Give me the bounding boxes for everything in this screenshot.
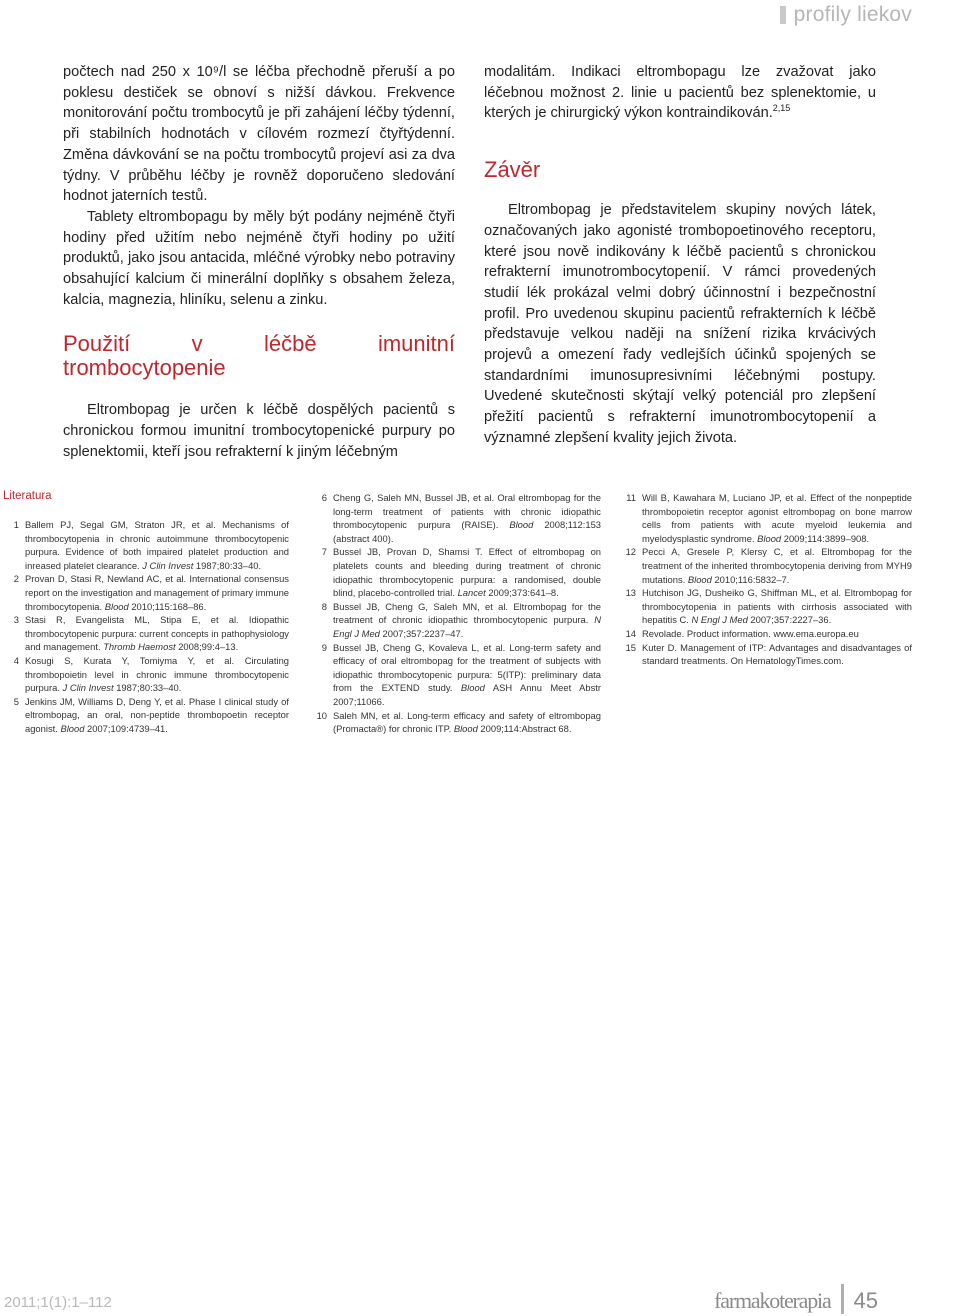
section-title: profily liekov xyxy=(793,3,912,26)
reference-text xyxy=(642,627,912,641)
reference-journal: Lancet xyxy=(457,587,486,599)
reference-details: 1987;80:33–40. xyxy=(193,559,262,571)
right-column xyxy=(484,62,876,449)
reference-details: 2008;112:153 (abstract 400). xyxy=(333,519,601,544)
reference-text xyxy=(25,695,289,736)
reference-body: Kosugi S, Kurata Y, Tomiyma Y, et al. Circulating thrombopoietin level in chronic immune thrombocytopenic purpura. xyxy=(25,654,289,694)
reference-details: 2007;357:2227–36. xyxy=(747,614,832,626)
reference-body: Will B, Kawahara M, Luciano JP, et al. Effect of the nonpeptide thrombopoietin receptor agonist eltrombopag on bone marrow cells from patients with acute myeloid leukemia and myelodysplastic syndrome. xyxy=(642,492,912,544)
reference-journal: J Clin Invest xyxy=(142,559,194,571)
reference-text xyxy=(25,613,289,654)
reference-details: 2009;373:641–8. xyxy=(485,587,559,599)
reference-item xyxy=(313,545,601,599)
reference-body: Ballem PJ, Segal GM, Straton JR, et al. Mechanisms of thrombocytopenia in chronic autoimmune thrombocytopenic purpura. Evidence of both impaired platelet production and inreased platelet clearance. xyxy=(25,519,289,571)
reference-body: Bussel JB, Cheng G, Saleh MN, et al. Eltrombopag for the treatment of chronic idiopathic thrombocytopenic purpura. xyxy=(333,600,601,626)
section-heading: Závěr xyxy=(484,157,541,183)
reference-journal: Thromb Haemost xyxy=(103,641,176,653)
reference-number: 3 xyxy=(13,614,19,626)
reference-details: ASH Annu Meet Abstr 2007;11066. xyxy=(333,682,602,707)
reference-number: 15 xyxy=(625,641,636,653)
reference-text xyxy=(25,654,289,695)
reference-text xyxy=(642,641,912,668)
reference-number: 4 xyxy=(13,654,19,666)
references-column-1 xyxy=(5,518,289,736)
reference-details: 2008;99:4–13. xyxy=(175,641,239,653)
reference-journal: N Engl J Med xyxy=(691,614,748,626)
reference-text xyxy=(333,641,601,709)
reference-number: 8 xyxy=(321,600,327,612)
reference-text xyxy=(642,545,912,586)
reference-number: 13 xyxy=(625,587,636,599)
paragraph xyxy=(484,62,876,124)
header-bar-mark xyxy=(780,6,786,24)
page-header xyxy=(780,0,912,30)
reference-journal: Blood xyxy=(757,532,782,544)
reference-details: 1987;80:33–40. xyxy=(113,682,182,694)
reference-number: 11 xyxy=(626,492,636,503)
reference-body: Bussel JB, Provan D, Shamsi T. Effect of eltrombopag on platelets counts and bleeding during treatment of chronic idiopathic thrombocytopenic purpura: a randomised, double blind, placebo-controlled trial. xyxy=(333,546,601,599)
reference-details: 2009;114:3899–908. xyxy=(781,532,870,544)
reference-item xyxy=(313,491,601,545)
reference-details: 2007;357:2237–47. xyxy=(379,627,464,639)
paragraph: Tablety eltrombopagu by měly být podány nejméně čtyři hodiny před užitím nebo nejméně čtyři hodiny po užití produktů, jako jsou antacida, mléčné výrobky nebo potraviny obsahující kalcium či minerální doplňky s obsahem železa, kalcia, magnezia, hliníku, selenu a zinku. xyxy=(63,208,455,308)
reference-text xyxy=(333,491,601,545)
reference-number: 14 xyxy=(625,627,636,639)
reference-body: Revolade. Product information. www.ema.europa.eu xyxy=(642,627,859,639)
reference-text xyxy=(25,518,289,572)
reference-details: 2009;114:Abstract 68. xyxy=(477,723,572,735)
footer-divider xyxy=(841,1284,844,1314)
reference-item xyxy=(622,641,912,668)
reference-item xyxy=(5,613,289,654)
reference-body: Kuter D. Management of ITP: Advantages and disadvantages of standard treatments. On HematologyTimes.com. xyxy=(642,641,912,667)
reference-item xyxy=(313,641,601,709)
reference-item xyxy=(313,709,601,736)
reference-item xyxy=(622,627,912,641)
reference-number: 9 xyxy=(321,641,327,653)
reference-text xyxy=(25,572,289,613)
section-heading: Použití v léčbě imunitní trombocytopenie xyxy=(63,331,455,381)
reference-text xyxy=(333,709,601,736)
reference-text xyxy=(333,600,601,641)
reference-number: 2 xyxy=(13,573,19,585)
reference-journal: Blood xyxy=(460,682,485,694)
reference-item xyxy=(5,654,289,695)
reference-body: Pecci A, Gresele P, Klersy C, et al. Eltrombopag for the treatment of the inherited thrombocytopenia deriving from MYH9 mutations. xyxy=(642,546,912,585)
reference-number: 12 xyxy=(625,546,636,558)
paragraph-text: modalitám. Indikaci eltrombopagu lze zvažovat jako léčebnou možnost 2. linie u pacientů bez splenektomie, u kterých je chirurgický výkon kontraindikován. xyxy=(484,64,876,122)
page-number: 45 xyxy=(853,1288,878,1313)
left-column xyxy=(63,62,455,463)
reference-journal: Blood xyxy=(104,600,129,612)
reference-journal: Blood xyxy=(509,519,534,531)
paragraph: Eltrombopag je představitelem skupiny nových látek, označovaných jako agonisté trombopoetinového receptoru, které jsou nově indikovány k léčbě pacientů s chronickou refrakterní imunotrombocytopenií. V rámci provedených studií lék prokázal velmi dobrý účinnostní i bezpečnostní profil. Pro uvedenou skupinu pacientů refrakterních k léčbě představuje velkou naději na snížení rizika krvácivých projevů a omezení řady vedlejších účinků spojených se standardními imunosupresivními léčebnými postupy. Uvedené skutečnosti skýtají velký potenciál pro zlepšení přežití pacientů s refrakterní imunotrombocytopenií a významné zlepšení kvality jejich života. xyxy=(484,202,876,446)
reference-body: Provan D, Stasi R, Newland AC, et al. International consensus report on the investigation and management of primary immune thrombocytopenia. xyxy=(25,573,289,612)
reference-number: 10 xyxy=(316,709,327,721)
citation-superscript: 2,15 xyxy=(772,103,791,114)
reference-journal: J Clin Invest xyxy=(62,682,114,694)
reference-details: 2010;115:168–86. xyxy=(128,600,207,612)
reference-item xyxy=(622,586,912,627)
reference-journal: Blood xyxy=(687,573,712,585)
reference-journal: Blood xyxy=(60,722,85,734)
reference-text xyxy=(642,491,912,545)
reference-body: Hutchison JG, Dusheiko G, Shiffman ML, et al. Eltrombopag for thrombocytopenia in patients with cirrhosis associated with hepatitis C. xyxy=(642,587,912,626)
reference-item xyxy=(622,545,912,586)
reference-body: Saleh MN, et al. Long-term efficacy and safety of eltrombopag (Promacta®) for chronic ITP. xyxy=(333,709,601,735)
reference-body: Cheng G, Saleh MN, Bussel JB, et al. Oral eltrombopag for the long-term treatment of patients with chronic idiopathic thrombocytopenic purpura (RAISE). xyxy=(333,492,601,531)
footer-brand-block xyxy=(714,1284,878,1314)
reference-body: Stasi R, Evangelista ML, Stipa E, et al. Idiopathic thrombocytopenic purpura: current concepts in pathophysiology and management. xyxy=(25,614,289,653)
reference-text xyxy=(642,586,912,627)
reference-number: 7 xyxy=(321,546,327,558)
reference-journal: Blood xyxy=(453,723,478,735)
reference-body: Bussel JB, Cheng G, Kovaleva L, et al. Long-term safety and efficacy of oral eltrombopag for the treatment of subjects with idiopathic thrombocytopenic purpura: 5(ITP): preliminary data from the EXTEND study. xyxy=(333,641,601,694)
reference-item xyxy=(622,491,912,545)
reference-item xyxy=(5,518,289,572)
reference-item xyxy=(5,572,289,613)
reference-number: 6 xyxy=(321,492,327,503)
reference-text xyxy=(333,545,601,599)
paragraph: Eltrombopag je určen k léčbě dospělých pacientů s chronickou formou imunitní trombocytopenické purpury po splenektomii, kteří jsou refrakterní k jiným léčebným xyxy=(63,402,455,460)
reference-number: 5 xyxy=(13,695,19,707)
issue-citation: 2011;1(1):1–112 xyxy=(4,1294,112,1311)
reference-item xyxy=(5,695,289,736)
literature-heading: Literatura xyxy=(3,490,52,502)
references-column-3 xyxy=(622,491,912,668)
reference-details: 2007;109:4739–41. xyxy=(84,722,168,734)
paragraph: počtech nad 250 x 10⁹/l se léčba přechodně přeruší a po poklesu destiček se obnoví s nižší dávkou. Frekvence monitorování počtu trombocytů je při zahájení léčby týdenní, při stabilních hodnotách v cílovém rozmezí čtyřtýdenní. Změna dávkování se na počtu trombocytů projeví asi za dva týdny. V průběhu léčby je rovněž doporučeno sledování hodnot jaterních testů. xyxy=(63,64,455,205)
reference-number: 1 xyxy=(13,519,19,530)
reference-body: Jenkins JM, Williams D, Deng Y, et al. Phase I clinical study of eltrombopag, an oral, non-peptide thrombopoetin receptor agonist. xyxy=(25,695,289,734)
reference-details: 2010;116:5832–7. xyxy=(711,573,790,585)
references-column-2 xyxy=(313,491,601,736)
reference-item xyxy=(313,600,601,641)
reference-journal: N Engl J Med xyxy=(333,614,601,639)
journal-brand: farmakoterapia xyxy=(714,1288,831,1313)
